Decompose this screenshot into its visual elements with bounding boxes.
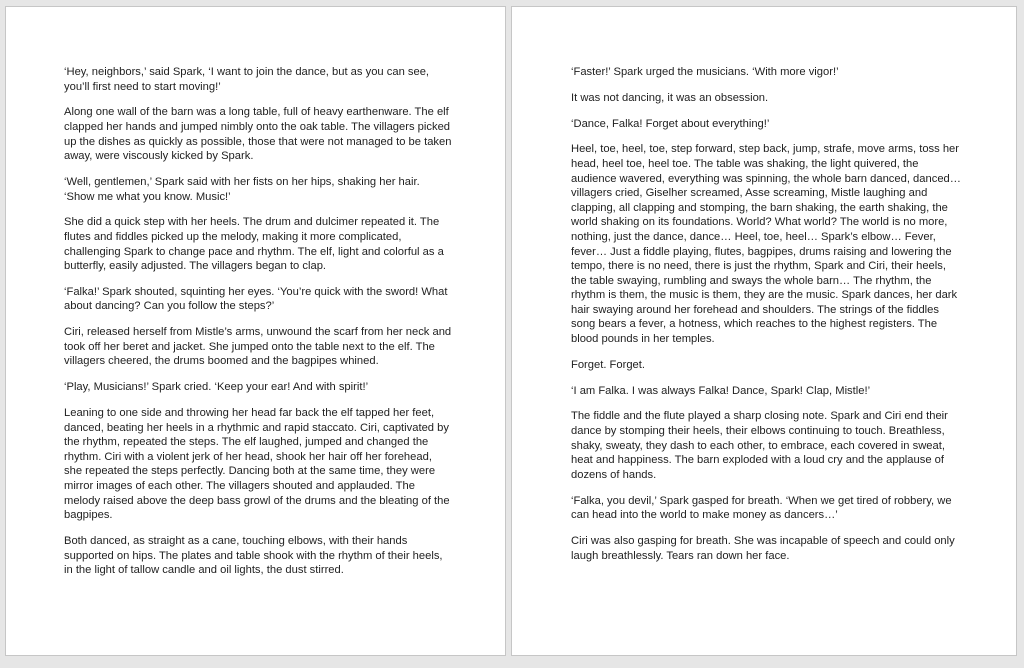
paragraph[interactable]: ‘I am Falka. I was always Falka! Dance, Spark! Clap, Mistle!’ [571,384,871,397]
paragraph[interactable]: ‘Hey, neighbors,’ said Spark, ‘I want to join the dance, but as you can see, you’ll first need to start moving!’ [64,66,430,93]
paragraph[interactable]: ‘Falka, you devil,’ Spark gasped for breath. ‘When we get tired of robbery, we can head into the world to make money as dancers…’ [571,494,952,522]
paragraph[interactable]: Leaning to one side and throwing her head far back the elf tapped her feet, danced, beating her heels in a rhythmic and rapid staccato. Ciri, captivated by the rhythm, repeated the steps. The elf laughed, jumped and changed the rhythm. Ciri with a violent jerk of her head, shook her hair off her forehead, she repeated the steps perfectly. Dancing both at the same time, they were mirror images of each other. The villagers shouted and applauded. The melody raised above the deep bass growl of the drums and the bleating of the bagpipes. [64,407,450,522]
page-left [5,6,506,656]
paragraph[interactable]: Along one wall of the barn was a long table, full of heavy earthenware. The elf clapped her hands and jumped nimbly onto the oak table. The villagers picked up the dishes as quickly as possible, those that were not managed to be taken away, were viscously kicked by Spark. [64,106,452,163]
page-text-body[interactable] [64,65,452,589]
paragraph[interactable]: The fiddle and the flute played a sharp closing note. Spark and Ciri end their dance by stomping their heels, their elbows continuing to touch. Breathless, shaky, sweaty, they dash to each other, to embrace, each covered in sweat, heat and happiness. The barn exploded with a loud cry and the applause of dozens of hands. [571,410,948,481]
paragraph[interactable]: She did a quick step with her heels. The drum and dulcimer repeated it. The flutes and fiddles picked up the melody, making it more complicated, challenging Spark to change pace and rhythm. The elf, light and colorful as a butterfly, easily adjusted. The villagers began to clap. [64,216,444,273]
paragraph[interactable]: ‘Faster!’ Spark urged the musicians. ‘With more vigor!’ [571,66,839,78]
paragraph[interactable]: ‘Play, Musicians!’ Spark cried. ‘Keep your ear! And with spirit!’ [64,381,369,394]
paragraph[interactable]: Forget. Forget. [571,358,645,371]
paragraph[interactable]: Ciri was also gasping for breath. She was incapable of speech and could only laugh breathlessly. Tears ran down her face. [571,534,955,562]
paragraph[interactable]: ‘Falka!’ Spark shouted, squinting her eyes. ‘You’re quick with the sword! What about dancing? Can you follow the steps?’ [64,285,448,313]
paragraph[interactable]: Both danced, as straight as a cane, touching elbows, with their hands supported on hips. The plates and table shook with the rhythm of their heels, in the light of tallow candle and oil lights, the dust stirred. [64,534,443,577]
paragraph[interactable]: Ciri, released herself from Mistle’s arms, unwound the scarf from her neck and took off her beret and jacket. She jumped onto the table next to the elf. The villagers cheered, the drums boomed and the bagpipes whined. [64,326,452,368]
page-right [511,6,1017,656]
paragraph[interactable]: It was not dancing, it was an obsession. [571,91,769,104]
paragraph[interactable]: ‘Dance, Falka! Forget about everything!’ [571,117,770,130]
paragraph[interactable]: ‘Well, gentlemen,’ Spark said with her fists on her hips, shaking her hair. ‘Show me what you know. Music!’ [64,175,420,203]
paragraph[interactable]: Heel, toe, heel, toe, step forward, step back, jump, strafe, move arms, toss her head, heel toe, heel toe. The table was shaking, the light quivered, the audience wavered, everything was spinning, the whole barn danced, danced… villagers cried, Giselher screamed, Asse screaming, Mistle laughing and clapping, all clapping and stomping, the barn shaking, the earth shaking, the world shaking on its foundations. World? What world? The world is no more, nothing, just the dance, dance… Heel, toe, heel… Spark’s elbow… Fever, fever… Just a fiddle playing, flutes, bagpipes, drums raising and lowering the tempo, there is no need, there is just the rhythm, Spark and Ciri, their heels, the table swaying, rumbling and sways the whole barn… The rhythm, the rhythm is them, the music is them, they are the music. Spark dances, her dark hair swaying around her forehead and shoulders. The strings of the fiddles song bears a fever, a hotness, which reaches to the highest registers. The blood pounds in her temples. [571,143,961,346]
page-text-body[interactable] [571,65,961,574]
